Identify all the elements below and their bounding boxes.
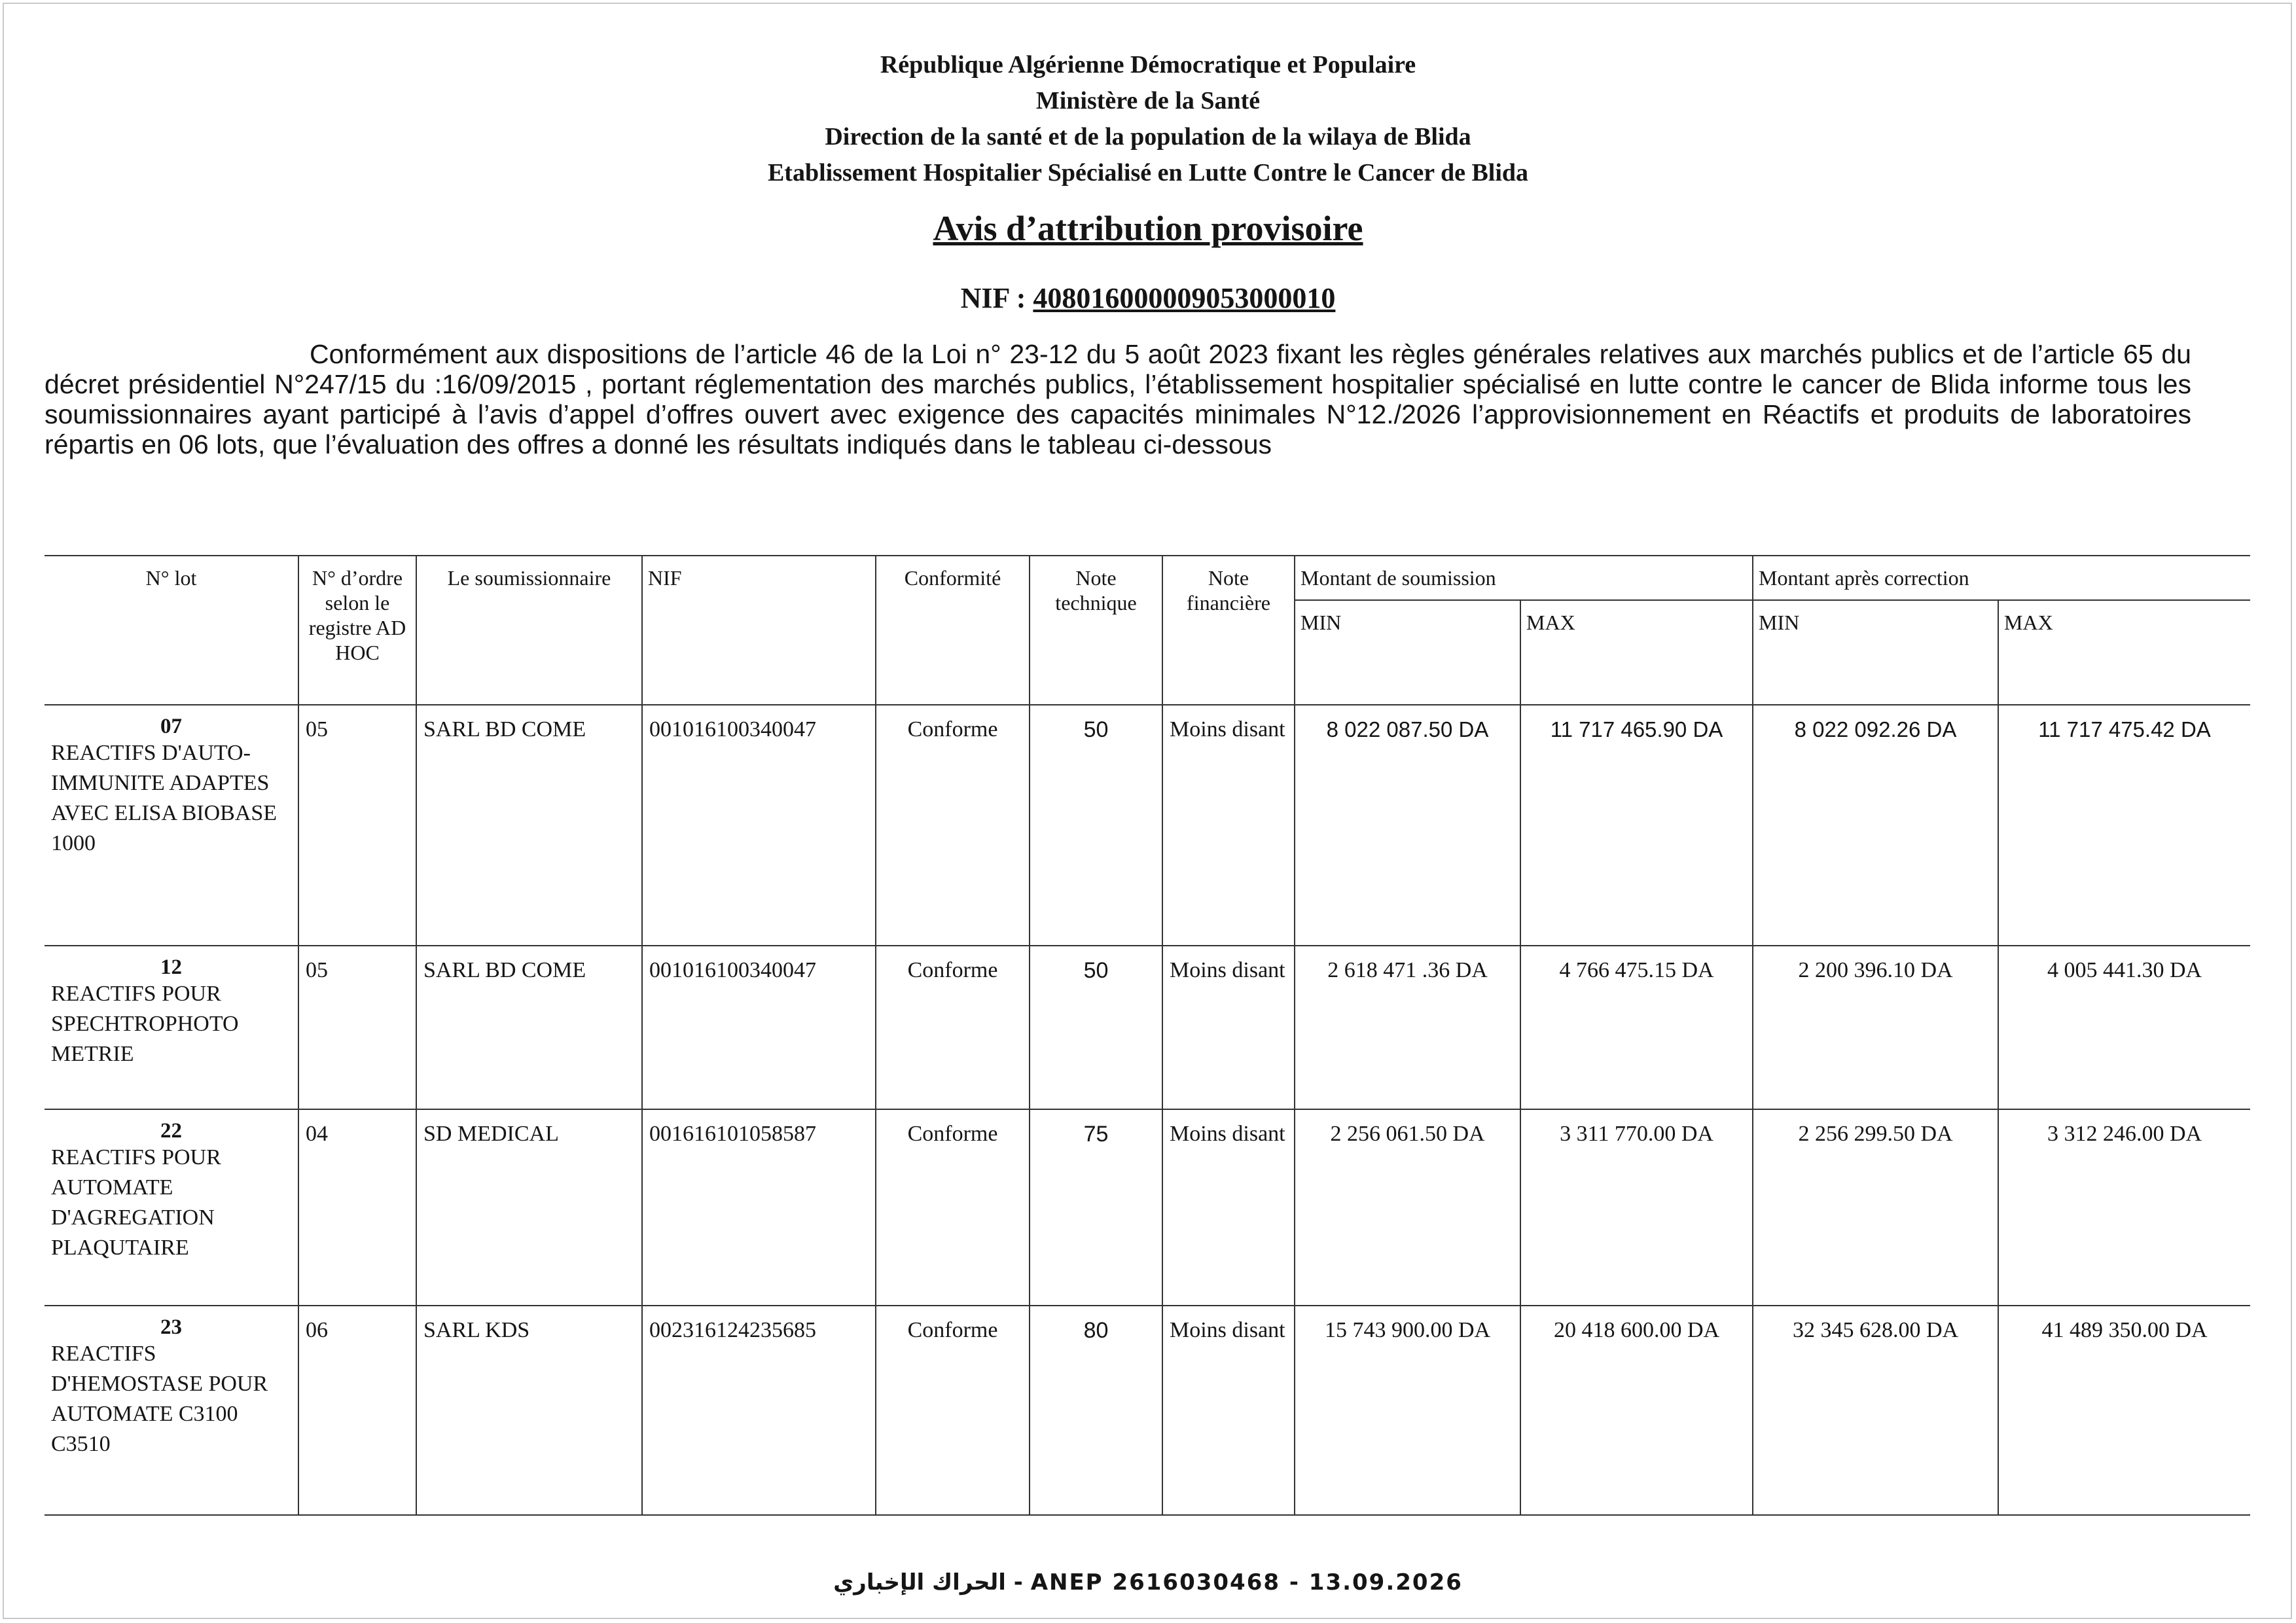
- header-correction-min: MIN: [1753, 600, 1998, 705]
- soumissionnaire-cell: SARL BD COME: [416, 946, 642, 1109]
- header-correction-max: MAX: [1998, 600, 2250, 705]
- header-soumission-max: MAX: [1520, 600, 1753, 705]
- soumission-min-cell: 2 618 471 .36 DA: [1295, 946, 1520, 1109]
- soumission-max-cell: 4 766 475.15 DA: [1520, 946, 1753, 1109]
- lot-cell: [45, 1109, 298, 1306]
- header-nif: NIF: [642, 556, 876, 705]
- conformite-cell: Conforme: [876, 946, 1030, 1109]
- nif-cell: 002316124235685: [642, 1306, 876, 1515]
- intro-paragraph: Conformément aux dispositions de l’article 46 de la Loi n° 23-12 du 5 août 2023 fixant les règles générales relatives aux marchés publics et de l’article 65 du décret présidentiel N°247/15 du :16/09/2015 , portant réglementation des marchés publics, l’établissement hospitalier spécialisé en lutte contre le cancer de Blida informe tous les soumissionnaires ayant participé à l’avis d’appel d’offres ouvert avec exigence des capacités minimales N°12./2026 l’approvisionnement en Réactifs et produits de laboratoires répartis en 06 lots, que l’évaluation des offres a donné les résultats indiqués dans le tableau ci-dessous: [45, 339, 2191, 459]
- soumission-min-cell: 15 743 900.00 DA: [1295, 1306, 1520, 1515]
- correction-min-cell: 2 256 299.50 DA: [1753, 1109, 1998, 1306]
- note-technique-cell: 80: [1030, 1306, 1162, 1515]
- lot-cell: [45, 1306, 298, 1515]
- table-row: [45, 1306, 2250, 1515]
- soumission-max-cell: 11 717 465.90 DA: [1520, 705, 1753, 946]
- header-ordre: N° d’ordre selon le registre AD HOC: [298, 556, 416, 705]
- ordre-cell: 06: [298, 1306, 416, 1515]
- note-technique-cell: 50: [1030, 705, 1162, 946]
- soumissionnaire-cell: SD MEDICAL: [416, 1109, 642, 1306]
- header-montant-correction: Montant après correction: [1753, 556, 2250, 600]
- header-ministry: Ministère de la Santé: [1035, 87, 1261, 115]
- note-financiere-cell: Moins disant: [1162, 705, 1295, 946]
- anep-footer: الحراك الإخباري - ANEP 2616030468 - 13.09.2026: [833, 1569, 1463, 1596]
- results-table: [45, 555, 2250, 1516]
- ordre-cell: 05: [298, 946, 416, 1109]
- soumissionnaire-cell: SARL BD COME: [416, 705, 642, 946]
- lot-number: 22: [160, 1119, 182, 1143]
- soumissionnaire-cell: SARL KDS: [416, 1306, 642, 1515]
- correction-max-cell: 4 005 441.30 DA: [1998, 946, 2250, 1109]
- nif-value: 408016000009053000010: [1033, 282, 1336, 314]
- conformite-cell: Conforme: [876, 1109, 1030, 1306]
- soumission-max-cell: 3 311 770.00 DA: [1520, 1109, 1753, 1306]
- ordre-cell: 05: [298, 705, 416, 946]
- header-soumission-min: MIN: [1295, 600, 1520, 705]
- lot-cell: [45, 946, 298, 1109]
- correction-max-cell: 41 489 350.00 DA: [1998, 1306, 2250, 1515]
- note-financiere-cell: Moins disant: [1162, 1109, 1295, 1306]
- note-technique-cell: 50: [1030, 946, 1162, 1109]
- header-note-technique: Note technique: [1030, 556, 1162, 705]
- header-establishment: Etablissement Hospitalier Spécialisé en Lutte Contre le Cancer de Blida: [767, 159, 1529, 187]
- table-row: [45, 1109, 2250, 1306]
- lot-number: 12: [160, 955, 182, 979]
- nif-cell: 001016100340047: [642, 946, 876, 1109]
- ordre-cell: 04: [298, 1109, 416, 1306]
- note-technique-cell: 75: [1030, 1109, 1162, 1306]
- conformite-cell: Conforme: [876, 705, 1030, 946]
- header-montant-soumission: Montant de soumission: [1295, 556, 1753, 600]
- header-direction: Direction de la santé et de la population de la wilaya de Blida: [825, 123, 1471, 151]
- lot-label: REACTIFS D'HEMOSTASE POUR AUTOMATE C3100 C3510: [51, 1342, 268, 1456]
- correction-min-cell: 8 022 092.26 DA: [1753, 705, 1998, 946]
- nif-cell: 001616101058587: [642, 1109, 876, 1306]
- header-lot: N° lot: [45, 556, 298, 705]
- lot-label: REACTIFS D'AUTO-IMMUNITE ADAPTES AVEC ELISA BIOBASE 1000: [51, 741, 278, 855]
- correction-min-cell: 32 345 628.00 DA: [1753, 1306, 1998, 1515]
- header-conformite: Conformité: [876, 556, 1030, 705]
- table-row: [45, 946, 2250, 1109]
- correction-min-cell: 2 200 396.10 DA: [1753, 946, 1998, 1109]
- soumission-min-cell: 2 256 061.50 DA: [1295, 1109, 1520, 1306]
- soumission-min-cell: 8 022 087.50 DA: [1295, 705, 1520, 946]
- header-republic: République Algérienne Démocratique et Populaire: [880, 51, 1416, 79]
- lot-number: 23: [160, 1315, 182, 1339]
- correction-max-cell: 3 312 246.00 DA: [1998, 1109, 2250, 1306]
- lot-cell: [45, 705, 298, 946]
- table-row: [45, 705, 2250, 946]
- header-soumissionnaire: Le soumissionnaire: [416, 556, 642, 705]
- nif-label: NIF :: [960, 282, 1033, 314]
- nif-cell: 001016100340047: [642, 705, 876, 946]
- header-note-financiere: Note financière: [1162, 556, 1295, 705]
- lot-number: 07: [160, 715, 182, 738]
- lot-label: REACTIFS POUR SPECHTROPHOTO METRIE: [51, 982, 239, 1066]
- note-financiere-cell: Moins disant: [1162, 1306, 1295, 1515]
- document-title: Avis d’attribution provisoire: [933, 209, 1363, 248]
- nif-line: [0, 281, 2296, 315]
- document-header: [0, 47, 2296, 191]
- lot-label: REACTIFS POUR AUTOMATE D'AGREGATION PLAQUTAIRE: [51, 1145, 221, 1260]
- correction-max-cell: 11 717 475.42 DA: [1998, 705, 2250, 946]
- conformite-cell: Conforme: [876, 1306, 1030, 1515]
- note-financiere-cell: Moins disant: [1162, 946, 1295, 1109]
- soumission-max-cell: 20 418 600.00 DA: [1520, 1306, 1753, 1515]
